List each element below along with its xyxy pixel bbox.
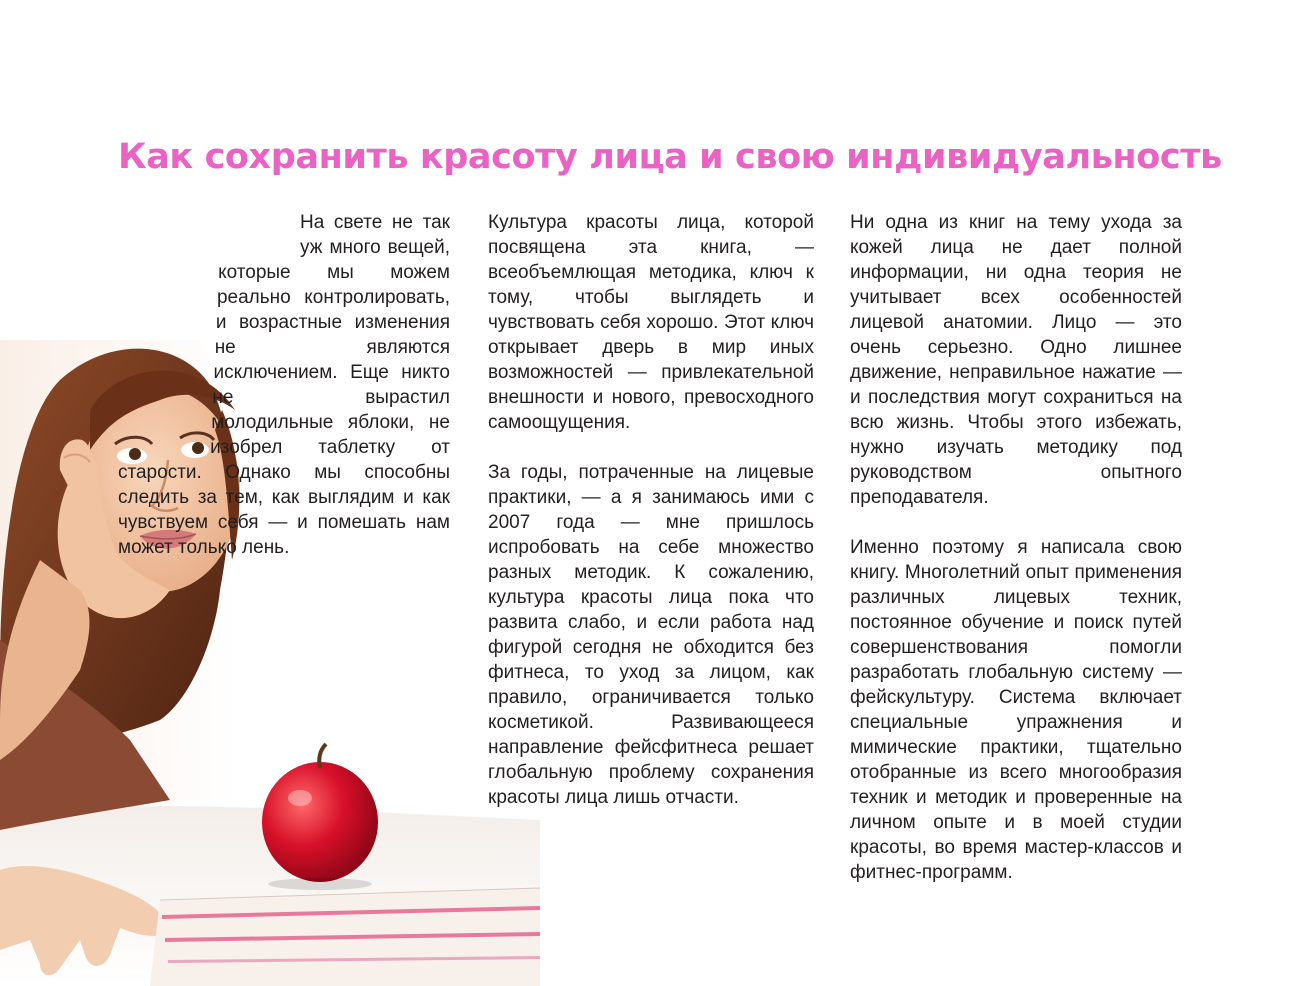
text-column-3 xyxy=(850,210,1182,885)
text-column-2 xyxy=(488,210,814,810)
text-column-1 xyxy=(118,210,450,560)
page-title: Как сохранить красоту лица и свою индивидуальность xyxy=(118,137,1222,177)
column3-paragraph-2: Именно поэтому я написала свою книгу. Многолетний опыт применения различных лицевых техник, постоянное обучение и поиск путей совершенствования помогли разработать глобальную систему — фейскультуру. Система включает специальные упражнения и мимические практики, тщательно отобранные из всего многообразия техник и методик и проверенные на личном опыте и в моей студии красоты, во время мастер-классов и фитнес-программ. xyxy=(850,537,1182,883)
column2-paragraph-1: Культура красоты лица, которой посвящена эта книга, — всеобъемлющая методика, ключ к тому, чтобы выглядеть и чувствовать себя хорошо. Этот ключ открывает дверь в мир иных возможностей — привлекательной внешности и нового, превосходного самоощущения. xyxy=(488,212,814,433)
book-stack xyxy=(150,888,540,986)
column3-paragraph-1: Ни одна из книг на тему ухода за кожей лица не дает полной информации, ни одна теория не учитывает всех особенностей лицевой анатомии. Лицо — это очень серьезно. Одно лишнее движение, неправильное нажатие — и последствия могут сохраниться на всю жизнь. Чтобы этого избежать, нужно изучать методику под руководством опытного преподавателя. xyxy=(850,212,1182,508)
column2-paragraph-2: За годы, потраченные на лицевые практики, — а я занимаюсь ими с 2007 года — мне пришлось испробовать на себе множество разных методик. К сожалению, культура красоты лица пока что развита слабо, и если работа над фигурой сегодня не обходится без фитнеса, то уход за лицом, как правило, ограничивается только косметикой. Развивающееся направление фейсфитнеса решает глобальную проблему сохранения красоты лица лишь отчасти. xyxy=(488,462,814,808)
column1-paragraph-1: На свете не так уж много вещей, которые мы можем реально контролировать, и возрастные изменения не являются исключением. Еще никто не вырастил молодильные яблоки, не изобрел таблетку от старости. Однако мы способны следить за тем, как выглядим и как чувствуем себя — и помешать нам может только лень. xyxy=(118,212,450,558)
